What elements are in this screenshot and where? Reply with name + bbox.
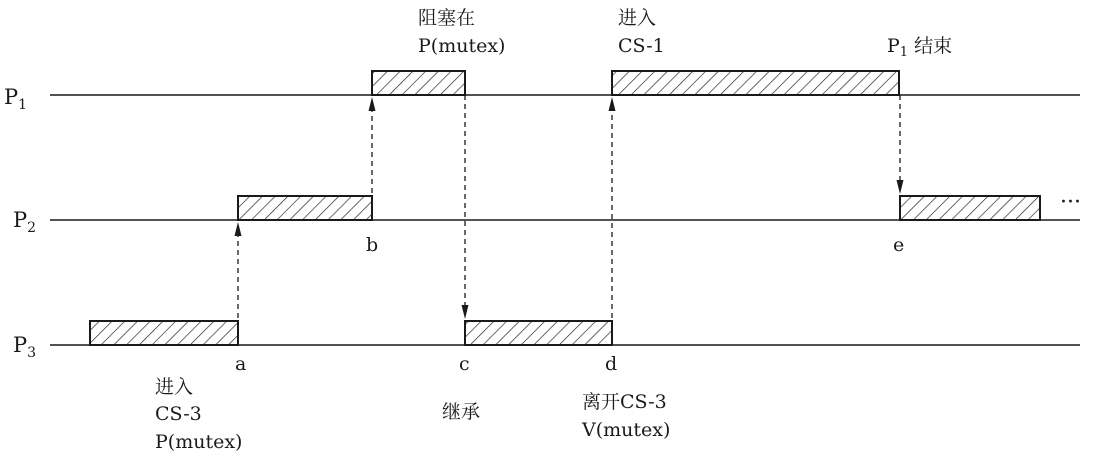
p3-label: $P_3$ bbox=[13, 333, 37, 361]
annotation-p3-enter-cs3: 进入 CS-3 P(mutex) bbox=[155, 376, 243, 453]
point-c: c bbox=[459, 353, 470, 375]
p3-run-bar-1 bbox=[90, 321, 238, 345]
continuation-ellipsis: ··· bbox=[1060, 190, 1081, 215]
p1-run-bar-2 bbox=[612, 71, 899, 95]
annotation-p1-end: $P_1$ 结束 bbox=[887, 35, 953, 60]
point-e: e bbox=[893, 234, 905, 256]
arrow-p1-to-e bbox=[897, 95, 904, 194]
p2-label: $P_2$ bbox=[13, 208, 37, 236]
annotation-p1-blocked: 阻塞在 P(mutex) bbox=[418, 7, 506, 57]
annotation-p1-enter-cs1: 进入 CS-1 bbox=[618, 7, 665, 57]
point-d: d bbox=[605, 353, 618, 375]
annotation-inherit: 继承 bbox=[442, 401, 481, 423]
arrow-d-to-p1 bbox=[609, 97, 616, 345]
point-a: a bbox=[235, 353, 247, 375]
p1-label: $P_1$ bbox=[4, 85, 28, 113]
annotation-p3-leave-cs3: 离开CS-3 V(mutex) bbox=[582, 391, 671, 441]
p1-run-bar-1 bbox=[372, 71, 465, 95]
p2-run-bar-2 bbox=[900, 196, 1040, 220]
p2-run-bar-1 bbox=[238, 196, 372, 220]
point-b: b bbox=[366, 234, 379, 256]
arrow-p1-to-c bbox=[462, 95, 469, 319]
p3-run-bar-2 bbox=[465, 321, 612, 345]
